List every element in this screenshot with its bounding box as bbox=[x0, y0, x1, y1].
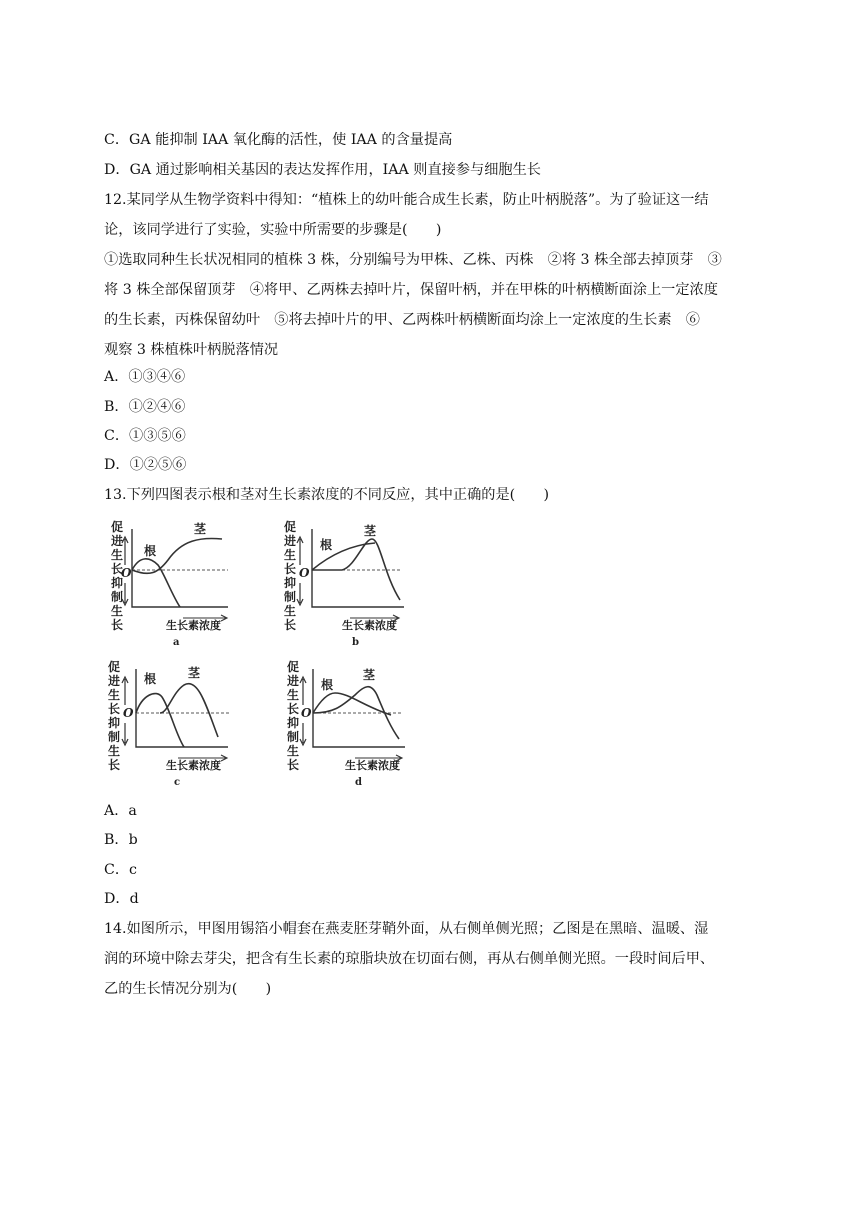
svg-text:生: 生 bbox=[287, 688, 300, 702]
svg-text:生长素浓度: 生长素浓度 bbox=[166, 759, 221, 772]
up-arrow bbox=[300, 677, 306, 705]
svg-text:制: 制 bbox=[284, 590, 297, 604]
down-arrow bbox=[297, 583, 303, 605]
svg-text:茎: 茎 bbox=[363, 668, 376, 682]
svg-text:抑: 抑 bbox=[284, 576, 297, 590]
svg-text:O: O bbox=[301, 706, 312, 720]
axes bbox=[132, 529, 228, 607]
svg-text:生: 生 bbox=[108, 688, 121, 702]
q11-option-c: C．GA 能抑制 IAA 氧化酶的活性，使 IAA 的含量提高 bbox=[104, 132, 453, 148]
svg-text:长: 长 bbox=[108, 702, 121, 716]
svg-text:制: 制 bbox=[108, 730, 121, 744]
q12-option-c: C．①③⑤⑥ bbox=[104, 428, 186, 444]
q12-steps-line3: 的生长素，丙株保留幼叶 ⑤将去掉叶片的甲、乙两株叶柄横断面均涂上一定浓度的生长素 ⑥ bbox=[104, 312, 700, 328]
q12-stem-line1: 12.某同学从生物学资料中得知：“植株上的幼叶能合成生长素，防止叶柄脱落”。为了验证这一结 bbox=[104, 192, 709, 208]
q13-option-b: B．b bbox=[104, 832, 138, 848]
svg-text:制: 制 bbox=[111, 590, 124, 604]
q14-stem-line3: 乙的生长情况分别为( ) bbox=[104, 981, 272, 997]
svg-text:茎: 茎 bbox=[194, 522, 207, 536]
svg-text:O: O bbox=[121, 566, 132, 580]
svg-text:长: 长 bbox=[111, 618, 124, 632]
q12-stem-line2: 论，该同学进行了实验，实验中所需要的步骤是( ) bbox=[104, 222, 442, 238]
svg-text:根: 根 bbox=[320, 538, 333, 552]
svg-text:长: 长 bbox=[284, 562, 297, 576]
svg-text:促: 促 bbox=[284, 520, 297, 534]
svg-text:生: 生 bbox=[111, 604, 124, 618]
svg-text:长: 长 bbox=[108, 758, 121, 772]
root-curve bbox=[132, 559, 180, 607]
graph-panel-a bbox=[100, 515, 240, 650]
svg-text:长: 长 bbox=[111, 562, 124, 576]
svg-text:b: b bbox=[352, 637, 359, 648]
svg-text:生: 生 bbox=[108, 744, 121, 758]
graph-panel-d bbox=[285, 655, 420, 790]
svg-text:生: 生 bbox=[111, 548, 124, 562]
svg-text:c: c bbox=[174, 777, 181, 788]
q12-steps-line4: 观察 3 株植株叶柄脱落情况 bbox=[104, 342, 279, 358]
q12-option-d: D．①②⑤⑥ bbox=[104, 457, 187, 473]
q13-option-c: C．c bbox=[104, 862, 137, 878]
q12-stem bbox=[104, 185, 756, 365]
up-arrow bbox=[297, 537, 303, 565]
q13-option-a: A．a bbox=[104, 803, 137, 819]
svg-text:抑: 抑 bbox=[287, 716, 300, 730]
svg-text:d: d bbox=[355, 777, 362, 788]
q13-stem: 13.下列四图表示根和茎对生长素浓度的不同反应，其中正确的是( ) bbox=[104, 487, 550, 503]
svg-text:生: 生 bbox=[284, 604, 297, 618]
down-arrow bbox=[300, 723, 306, 745]
root-curve bbox=[136, 694, 184, 747]
q12-steps-line2: 将 3 株全部保留顶芽 ④将甲、乙两株去掉叶片，保留叶柄，并在甲株的叶柄横断面涂上一定浓度 bbox=[104, 282, 718, 298]
svg-text:根: 根 bbox=[144, 544, 157, 558]
q12-option-b: B．①②④⑥ bbox=[104, 399, 186, 415]
q12-steps-line1: ①选取同种生长状况相同的植株 3 株，分别编号为甲株、乙株、丙株 ②将 3 株全部去掉顶芽 ③ bbox=[104, 252, 722, 268]
y-axis-labels bbox=[107, 659, 120, 772]
svg-text:进: 进 bbox=[284, 534, 297, 548]
svg-text:促: 促 bbox=[287, 660, 300, 674]
svg-text:O: O bbox=[299, 566, 310, 580]
svg-text:抑: 抑 bbox=[111, 576, 124, 590]
svg-text:长: 长 bbox=[287, 702, 300, 716]
svg-text:生: 生 bbox=[284, 548, 297, 562]
svg-text:制: 制 bbox=[287, 730, 300, 744]
q12-option-a: A．①③④⑥ bbox=[104, 369, 186, 385]
y-axis-labels bbox=[283, 519, 296, 632]
svg-text:抑: 抑 bbox=[108, 716, 121, 730]
graph-panel-b bbox=[280, 515, 415, 650]
q14-stem bbox=[104, 914, 756, 1004]
svg-text:O: O bbox=[123, 706, 134, 720]
graph-panel-c bbox=[100, 655, 240, 790]
svg-text:茎: 茎 bbox=[188, 666, 201, 680]
svg-text:长: 长 bbox=[284, 618, 297, 632]
svg-text:a: a bbox=[173, 637, 180, 648]
svg-text:根: 根 bbox=[144, 672, 157, 686]
svg-text:生长素浓度: 生长素浓度 bbox=[342, 619, 397, 632]
q14-stem-line1: 14.如图所示，甲图用锡箔小帽套在燕麦胚芽鞘外面，从右侧单侧光照；乙图是在黑暗、温暖、湿 bbox=[104, 921, 709, 937]
svg-text:生: 生 bbox=[287, 744, 300, 758]
up-arrow bbox=[122, 677, 128, 705]
down-arrow bbox=[122, 723, 128, 745]
svg-text:生长素浓度: 生长素浓度 bbox=[166, 619, 221, 632]
svg-text:进: 进 bbox=[108, 674, 121, 688]
svg-text:长: 长 bbox=[287, 758, 300, 772]
q11-option-d: D．GA 通过影响相关基因的表达发挥作用，IAA 则直接参与细胞生长 bbox=[104, 162, 541, 178]
svg-text:促: 促 bbox=[108, 660, 121, 674]
svg-text:生长素浓度: 生长素浓度 bbox=[345, 759, 400, 772]
q13-option-d: D．d bbox=[104, 891, 139, 907]
svg-text:根: 根 bbox=[321, 678, 334, 692]
svg-text:促: 促 bbox=[111, 520, 124, 534]
svg-text:进: 进 bbox=[111, 534, 124, 548]
svg-text:茎: 茎 bbox=[364, 524, 377, 538]
y-axis-labels bbox=[286, 659, 299, 772]
q14-stem-line2: 润的环境中除去芽尖，把含有生长素的琼脂块放在切面右侧，再从右侧单侧光照。一段时间后甲、 bbox=[104, 951, 715, 967]
svg-text:进: 进 bbox=[287, 674, 300, 688]
